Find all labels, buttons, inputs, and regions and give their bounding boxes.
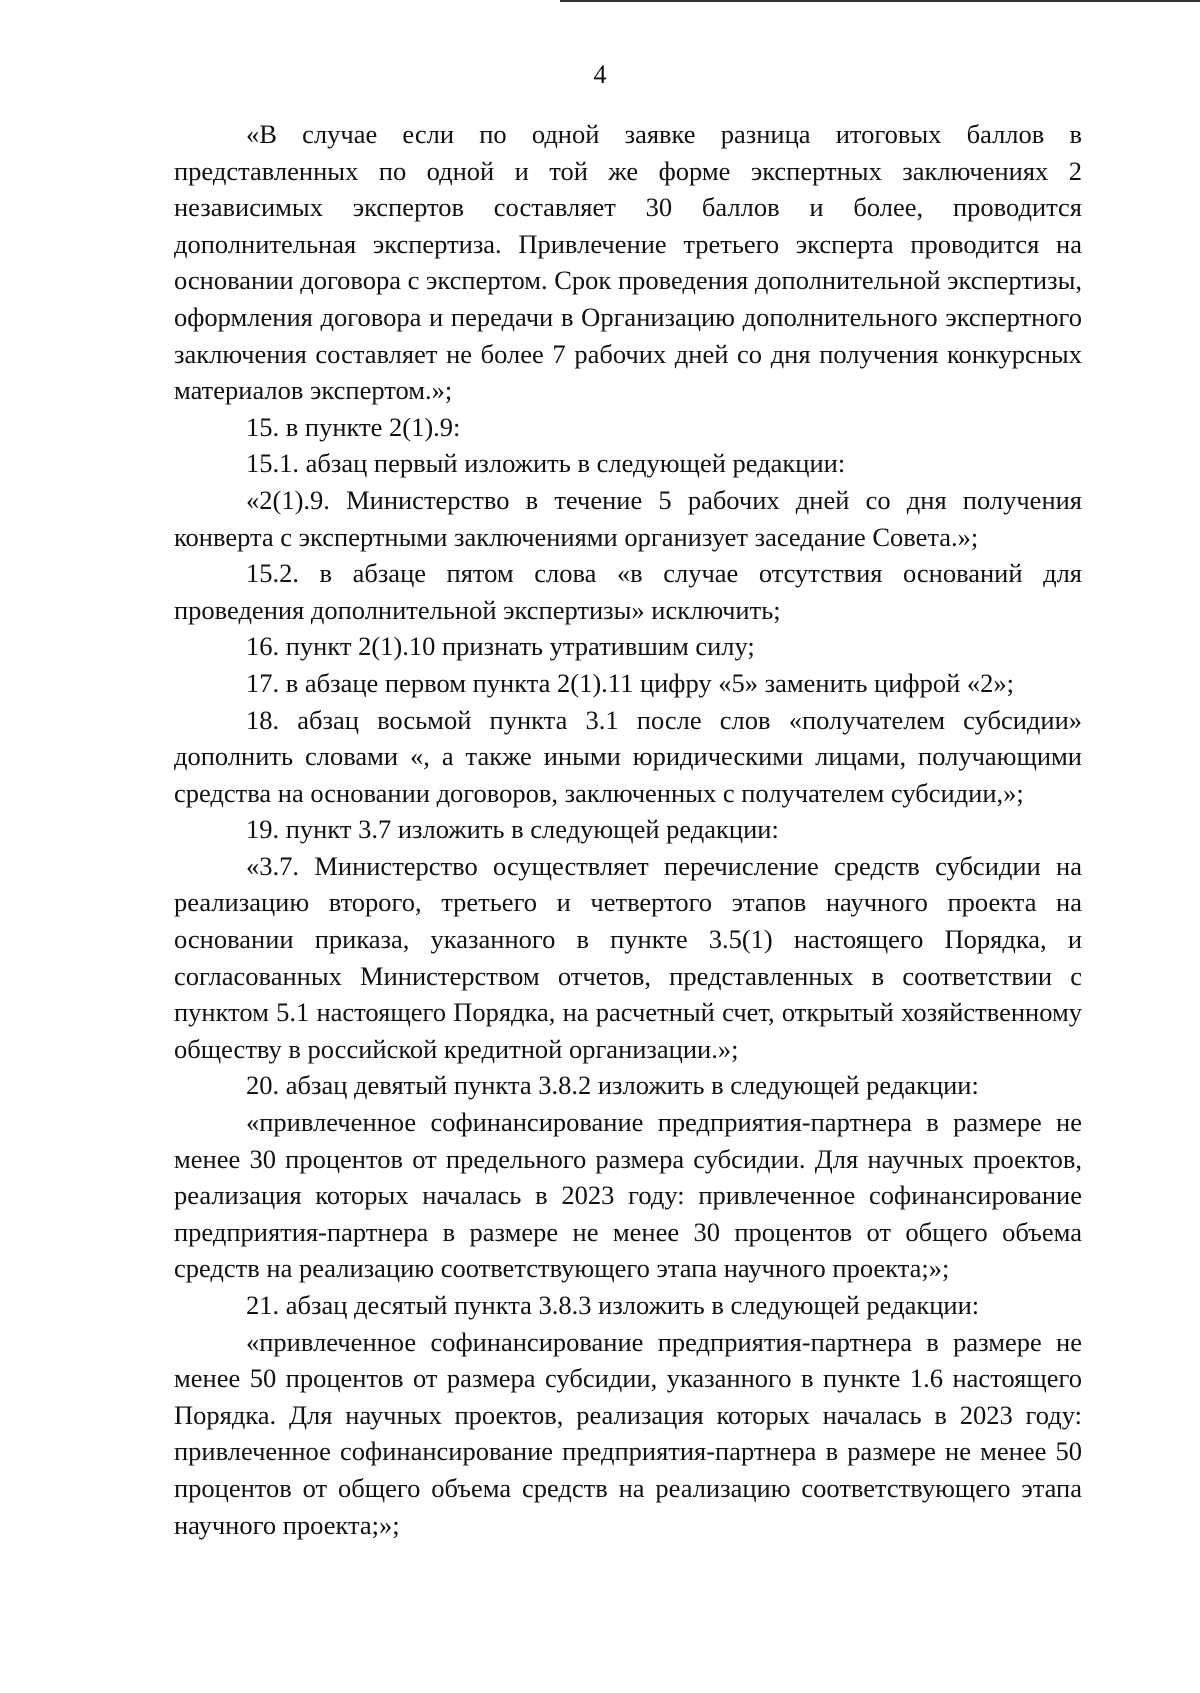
paragraph-item-15-2: 15.2. в абзаце пятом слова «в случае отсутствия оснований для проведения дополнительной экспертизы» исключить; (174, 558, 1082, 625)
paragraph-item-20: 20. абзац девятый пункта 3.8.2 изложить в следующей редакции: (246, 1070, 979, 1101)
document-body (174, 116, 1082, 1543)
paragraph-item-19: 19. пункт 3.7 изложить в следующей редакции: (246, 814, 779, 845)
page-number: 4 (593, 60, 607, 89)
paragraph-item-17: 17. в абзаце первом пункта 2(1).11 цифру «5» заменить цифрой «2»; (246, 667, 1014, 698)
paragraph-quote-3-7: «3.7. Министерство осуществляет перечисление средств субсидии на реализацию второго, третьего и четвертого этапов научного проекта на основании приказа, указанного в пункте 3.5(1) настоящего Порядка, и согласованных Министерством отчетов, представленных в соответствии с пунктом 5.1 настоящего Порядка, на расчетный счет, открытый хозяйственному обществу в российской кредитной организации.»; (174, 850, 1082, 1064)
paragraph-quote-additional-expertise: «В случае если по одной заявке разница итоговых баллов в представленных по одной и той же форме экспертных заключениях 2 независимых экспертов составляет 30 баллов и более, проводится дополнительная экспертиза. Привлечение третьего эксперта проводится на основании договора с экспертом. Срок проведения дополнительной экспертизы, оформления договора и передачи в Организацию дополнительного экспертного заключения составляет не более 7 рабочих дней со дня получения конкурсных материалов экспертом.»; (174, 119, 1082, 406)
paragraph-item-15: 15. в пункте 2(1).9: (246, 411, 461, 442)
paragraph-item-18: 18. абзац восьмой пункта 3.1 после слов «получателем субсидии» дополнить словами «, а также иными юридическими лицами, получающими средства на основании договоров, заключенных с получателем субсидии,»; (174, 704, 1082, 808)
paragraph-quote-3-8-3: «привлеченное софинансирование предприятия-партнера в размере не менее 50 процентов от размера субсидии, указанного в пункте 1.6 настоящего Порядка. Для научных проектов, реализация которых началась в 2023 году: привлеченное софинансирование предприятия-партнера в размере не менее 50 процентов от общего объема средств на реализацию соответствующего этапа научного проекта;»; (174, 1326, 1082, 1540)
paragraph-quote-3-8-2: «привлеченное софинансирование предприятия-партнера в размере не менее 30 процентов от предельного размера субсидии. Для научных проектов, реализация которых началась в 2023 году: привлеченное софинансирование предприятия-партнера в размере не менее 30 процентов от общего объема средств на реализацию соответствующего этапа научного проекта;»; (174, 1107, 1082, 1284)
paragraph-item-15-1: 15.1. абзац первый изложить в следующей редакции: (246, 448, 846, 479)
paragraph-item-21: 21. абзац десятый пункта 3.8.3 изложить в следующей редакции: (246, 1290, 980, 1320)
top-edge-line (560, 0, 1200, 2)
paragraph-quote-2-1-9: «2(1).9. Министерство в течение 5 рабочих дней со дня получения конверта с экспертными заключениями организует заседание Совета.»; (174, 484, 1082, 552)
paragraph-item-16: 16. пункт 2(1).10 признать утратившим силу; (246, 631, 755, 662)
